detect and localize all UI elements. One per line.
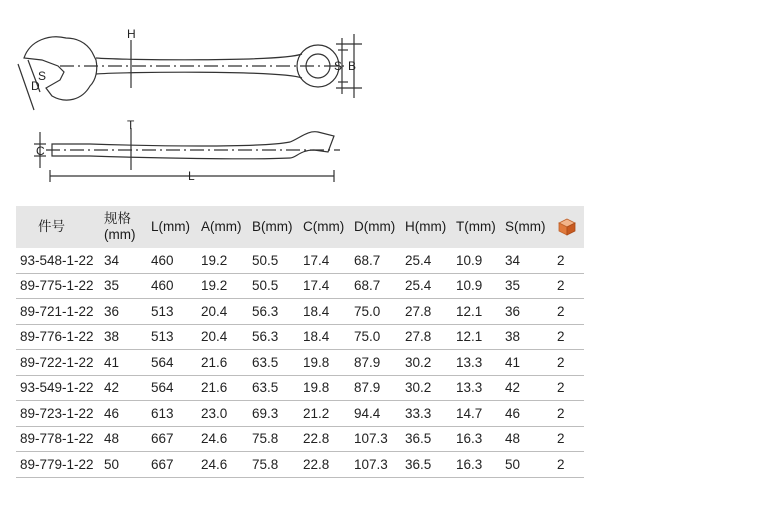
cell-s: 35 <box>501 273 553 299</box>
cell-part-no: 89-778-1-22 <box>16 426 100 452</box>
table-row <box>16 324 584 350</box>
cell-t: 14.7 <box>452 401 501 427</box>
cell-spec: 34 <box>100 248 147 273</box>
cell-part-no: 93-548-1-22 <box>16 248 100 273</box>
cell-package-count: 2 <box>553 248 584 273</box>
cell-spec: 46 <box>100 401 147 427</box>
wrench-side-profile <box>52 132 334 159</box>
table-header-row <box>16 206 584 248</box>
cell-package-count: 2 <box>553 401 584 427</box>
cell-b: 63.5 <box>248 375 299 401</box>
cell-c: 22.8 <box>299 452 350 478</box>
cell-b: 50.5 <box>248 248 299 273</box>
cell-a: 20.4 <box>197 299 248 325</box>
cell-h: 36.5 <box>401 426 452 452</box>
table-row <box>16 452 584 478</box>
cell-c: 18.4 <box>299 299 350 325</box>
cell-b: 56.3 <box>248 299 299 325</box>
cell-h: 25.4 <box>401 248 452 273</box>
cell-package-count: 2 <box>553 426 584 452</box>
header-part-no: 件号 <box>16 206 100 248</box>
cell-l: 513 <box>147 299 197 325</box>
cell-spec: 50 <box>100 452 147 478</box>
table-row <box>16 273 584 299</box>
cell-a: 24.6 <box>197 452 248 478</box>
table-row <box>16 401 584 427</box>
cell-a: 21.6 <box>197 375 248 401</box>
table-row <box>16 375 584 401</box>
cell-h: 36.5 <box>401 452 452 478</box>
cell-c: 17.4 <box>299 248 350 273</box>
cell-package-count: 2 <box>553 375 584 401</box>
cell-a: 19.2 <box>197 248 248 273</box>
cell-h: 30.2 <box>401 350 452 376</box>
cell-h: 25.4 <box>401 273 452 299</box>
table-row <box>16 350 584 376</box>
cell-s: 34 <box>501 248 553 273</box>
header-d: D(mm) <box>350 206 401 248</box>
cell-l: 564 <box>147 350 197 376</box>
cell-c: 21.2 <box>299 401 350 427</box>
cell-l: 667 <box>147 452 197 478</box>
table-row <box>16 299 584 325</box>
header-b: B(mm) <box>248 206 299 248</box>
cell-d: 87.9 <box>350 375 401 401</box>
header-package <box>553 206 584 248</box>
cell-l: 613 <box>147 401 197 427</box>
cell-a: 24.6 <box>197 426 248 452</box>
cell-t: 16.3 <box>452 452 501 478</box>
cell-package-count: 2 <box>553 452 584 478</box>
header-a: A(mm) <box>197 206 248 248</box>
cell-b: 75.8 <box>248 426 299 452</box>
table-row <box>16 248 584 273</box>
cell-h: 30.2 <box>401 375 452 401</box>
cell-d: 87.9 <box>350 350 401 376</box>
cell-a: 23.0 <box>197 401 248 427</box>
cell-d: 75.0 <box>350 324 401 350</box>
dim-label-c: C <box>36 144 45 158</box>
cell-d: 68.7 <box>350 273 401 299</box>
dim-label-s-right: S <box>334 59 343 73</box>
cell-part-no: 89-721-1-22 <box>16 299 100 325</box>
header-l: L(mm) <box>147 206 197 248</box>
cell-h: 27.8 <box>401 299 452 325</box>
cell-t: 10.9 <box>452 273 501 299</box>
cell-spec: 38 <box>100 324 147 350</box>
cell-spec: 42 <box>100 375 147 401</box>
cell-package-count: 2 <box>553 299 584 325</box>
cell-l: 564 <box>147 375 197 401</box>
cell-l: 513 <box>147 324 197 350</box>
cell-l: 460 <box>147 248 197 273</box>
cell-spec: 35 <box>100 273 147 299</box>
cell-spec: 48 <box>100 426 147 452</box>
cell-part-no: 89-722-1-22 <box>16 350 100 376</box>
cell-b: 63.5 <box>248 350 299 376</box>
cell-spec: 41 <box>100 350 147 376</box>
cell-part-no: 89-775-1-22 <box>16 273 100 299</box>
cell-t: 12.1 <box>452 324 501 350</box>
cell-s: 36 <box>501 299 553 325</box>
cell-part-no: 93-549-1-22 <box>16 375 100 401</box>
dim-label-s-left: S <box>38 69 47 83</box>
cell-t: 13.3 <box>452 375 501 401</box>
wrench-diagram <box>0 0 400 200</box>
cell-h: 33.3 <box>401 401 452 427</box>
cell-t: 16.3 <box>452 426 501 452</box>
cell-package-count: 2 <box>553 350 584 376</box>
cell-b: 50.5 <box>248 273 299 299</box>
cell-package-count: 2 <box>553 324 584 350</box>
spec-table <box>16 206 584 478</box>
cell-c: 19.8 <box>299 375 350 401</box>
cell-a: 19.2 <box>197 273 248 299</box>
cell-s: 42 <box>501 375 553 401</box>
cell-c: 18.4 <box>299 324 350 350</box>
cell-b: 56.3 <box>248 324 299 350</box>
cell-d: 94.4 <box>350 401 401 427</box>
cell-c: 17.4 <box>299 273 350 299</box>
cell-s: 50 <box>501 452 553 478</box>
package-icon <box>557 217 577 237</box>
cell-s: 41 <box>501 350 553 376</box>
cell-d: 107.3 <box>350 426 401 452</box>
header-s: S(mm) <box>501 206 553 248</box>
dim-label-h: H <box>127 27 136 41</box>
dim-label-b: B <box>348 59 357 73</box>
cell-h: 27.8 <box>401 324 452 350</box>
cell-l: 667 <box>147 426 197 452</box>
table-row <box>16 426 584 452</box>
cell-s: 46 <box>501 401 553 427</box>
cell-s: 48 <box>501 426 553 452</box>
cell-part-no: 89-779-1-22 <box>16 452 100 478</box>
cell-c: 22.8 <box>299 426 350 452</box>
cell-t: 10.9 <box>452 248 501 273</box>
dim-label-d: D <box>31 79 40 93</box>
cell-part-no: 89-723-1-22 <box>16 401 100 427</box>
cell-b: 69.3 <box>248 401 299 427</box>
header-t: T(mm) <box>452 206 501 248</box>
cell-a: 20.4 <box>197 324 248 350</box>
cell-s: 38 <box>501 324 553 350</box>
cell-c: 19.8 <box>299 350 350 376</box>
cell-d: 107.3 <box>350 452 401 478</box>
cell-l: 460 <box>147 273 197 299</box>
header-c: C(mm) <box>299 206 350 248</box>
cell-d: 75.0 <box>350 299 401 325</box>
dim-label-t: T <box>127 118 135 132</box>
cell-a: 21.6 <box>197 350 248 376</box>
cell-part-no: 89-776-1-22 <box>16 324 100 350</box>
dim-label-l: L <box>188 169 195 183</box>
header-h: H(mm) <box>401 206 452 248</box>
cell-spec: 36 <box>100 299 147 325</box>
cell-t: 12.1 <box>452 299 501 325</box>
cell-b: 75.8 <box>248 452 299 478</box>
cell-package-count: 2 <box>553 273 584 299</box>
cell-t: 13.3 <box>452 350 501 376</box>
header-spec: 规格 (mm) <box>100 206 147 248</box>
cell-d: 68.7 <box>350 248 401 273</box>
